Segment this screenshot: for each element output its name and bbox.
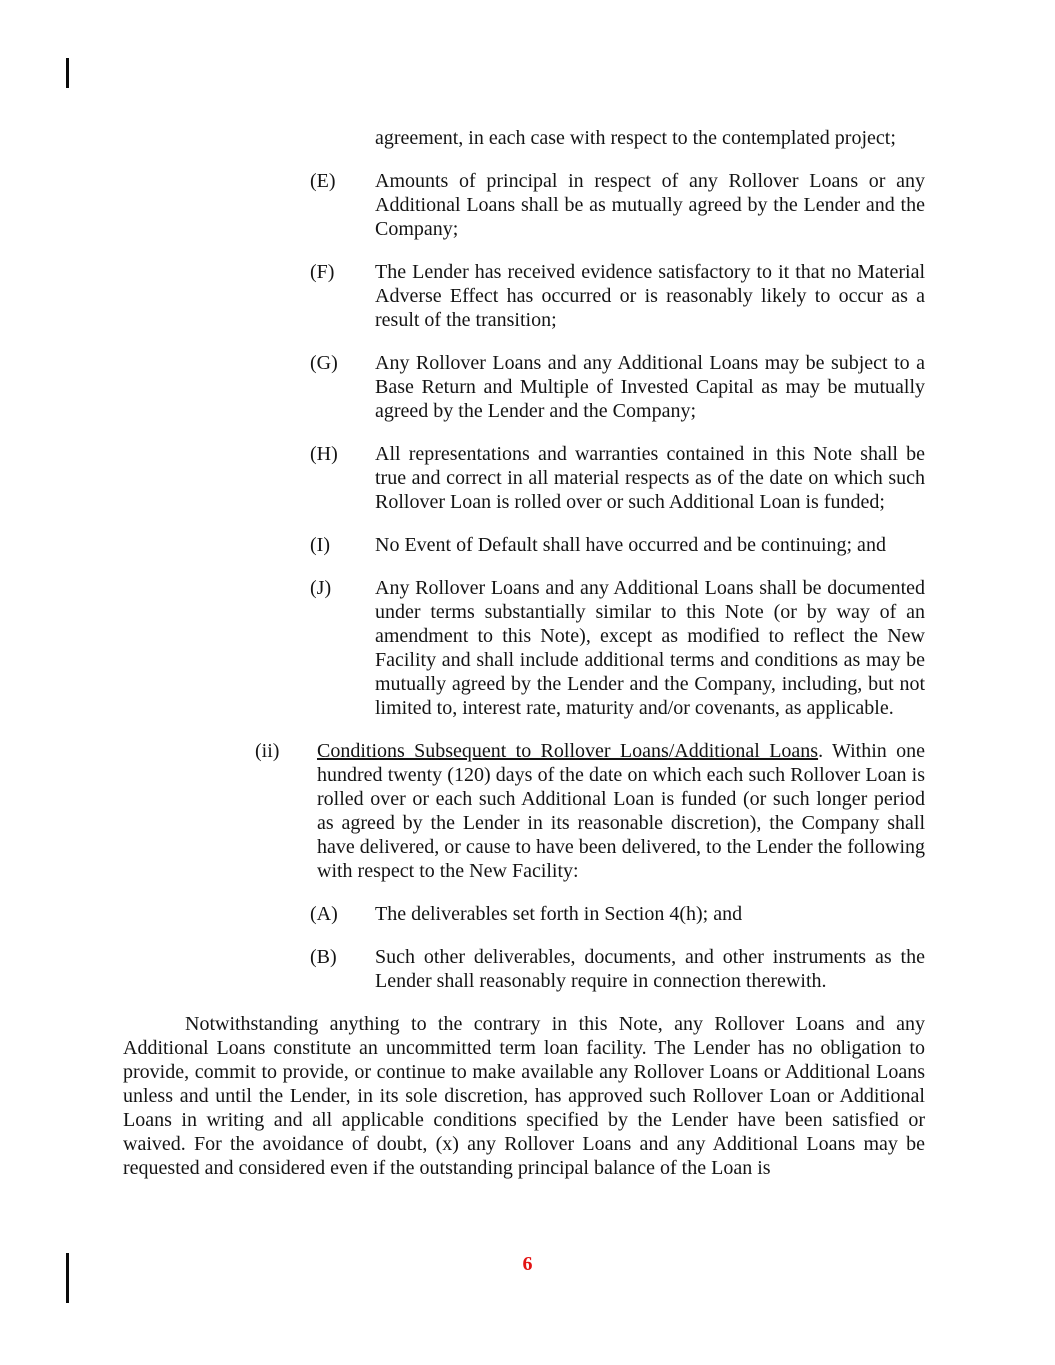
- clause-j-text: Any Rollover Loans and any Additional Loans shall be documented under terms substantially similar to this Note (or by way of an amendment to this Note), except as modified to reflect the New Facility and shall include additional terms and conditions as may be mutually agreed by the Lender and the Company, including, but not limited to, interest rate, maturity and/or covenants, as applicable.: [375, 577, 925, 719]
- clause-h-label: (H): [310, 443, 338, 465]
- clause-h-text: All representations and warranties contained in this Note shall be true and correct in all material respects as of the date on which such Rollover Loan is rolled over or such Additional Loan is funded;: [375, 443, 925, 513]
- clause-ii-label: (ii): [255, 740, 280, 762]
- sub-clause-a: [123, 902, 925, 926]
- clause-continuation-line: agreement, in each case with respect to the contemplated project;: [375, 127, 896, 149]
- clause-ii-text: . Within one hundred twenty (120) days of the date on which each such Rollover Loan is rolled over or each such Additional Loan is funded (or such longer period as agreed by the Lender in its reasonable discretion), the Company shall have delivered, or cause to have been delivered, to the Lender the following with respect to the New Facility:: [317, 740, 926, 882]
- clause-i: [123, 533, 925, 557]
- clause-e: [123, 169, 925, 241]
- clause-e-text: Amounts of principal in respect of any Rollover Loans or any Additional Loans shall be as mutually agreed by the Lender and the Company;: [375, 170, 925, 240]
- clause-g: [123, 351, 925, 423]
- closing-paragraph: Notwithstanding anything to the contrary in this Note, any Rollover Loans and any Additional Loans constitute an uncommitted term loan facility. The Lender has no obligation to provide, commit to provide, or continue to make available any Rollover Loans or Additional Loans unless and until the Lender, in its sole discretion, has approved such Rollover Loan or Additional Loans in writing and all applicable conditions specified by the Lender have been satisfied or waived. For the avoidance of doubt, (x) any Rollover Loans and any Additional Loans may be requested and considered even if the outstanding principal balance of the Loan is: [123, 1013, 925, 1179]
- clause-f: [123, 260, 925, 332]
- sub-clause-a-text: The deliverables set forth in Section 4(h); and: [375, 903, 743, 925]
- clause-e-label: (E): [310, 170, 336, 192]
- sub-clause-b: [123, 945, 925, 993]
- revision-mark-bottom: [66, 1253, 69, 1303]
- clause-f-label: (F): [310, 261, 335, 283]
- clause-j: [123, 576, 925, 720]
- clause-g-label: (G): [310, 352, 338, 374]
- document-body: [123, 126, 925, 1199]
- clause-j-label: (J): [310, 577, 332, 599]
- clause-ii-heading: Conditions Subsequent to Rollover Loans/Additional Loans: [317, 740, 819, 762]
- sub-clause-b-text: Such other deliverables, documents, and other instruments as the Lender shall reasonably require in connection therewith.: [375, 946, 925, 992]
- clause-i-label: (I): [310, 534, 330, 556]
- sub-clause-b-label: (B): [310, 946, 337, 968]
- page-number: 6: [522, 1253, 533, 1275]
- clause-ii: [123, 739, 925, 883]
- clause-i-text: No Event of Default shall have occurred and be continuing; and: [375, 534, 886, 556]
- sub-clause-a-label: (A): [310, 903, 338, 925]
- clause-g-text: Any Rollover Loans and any Additional Loans may be subject to a Base Return and Multiple of Invested Capital as may be mutually agreed by the Lender and the Company;: [375, 352, 925, 422]
- clause-f-text: The Lender has received evidence satisfactory to it that no Material Adverse Effect has occurred or is reasonably likely to occur as a result of the transition;: [375, 261, 925, 331]
- clause-h: [123, 442, 925, 514]
- revision-mark-top: [66, 58, 69, 88]
